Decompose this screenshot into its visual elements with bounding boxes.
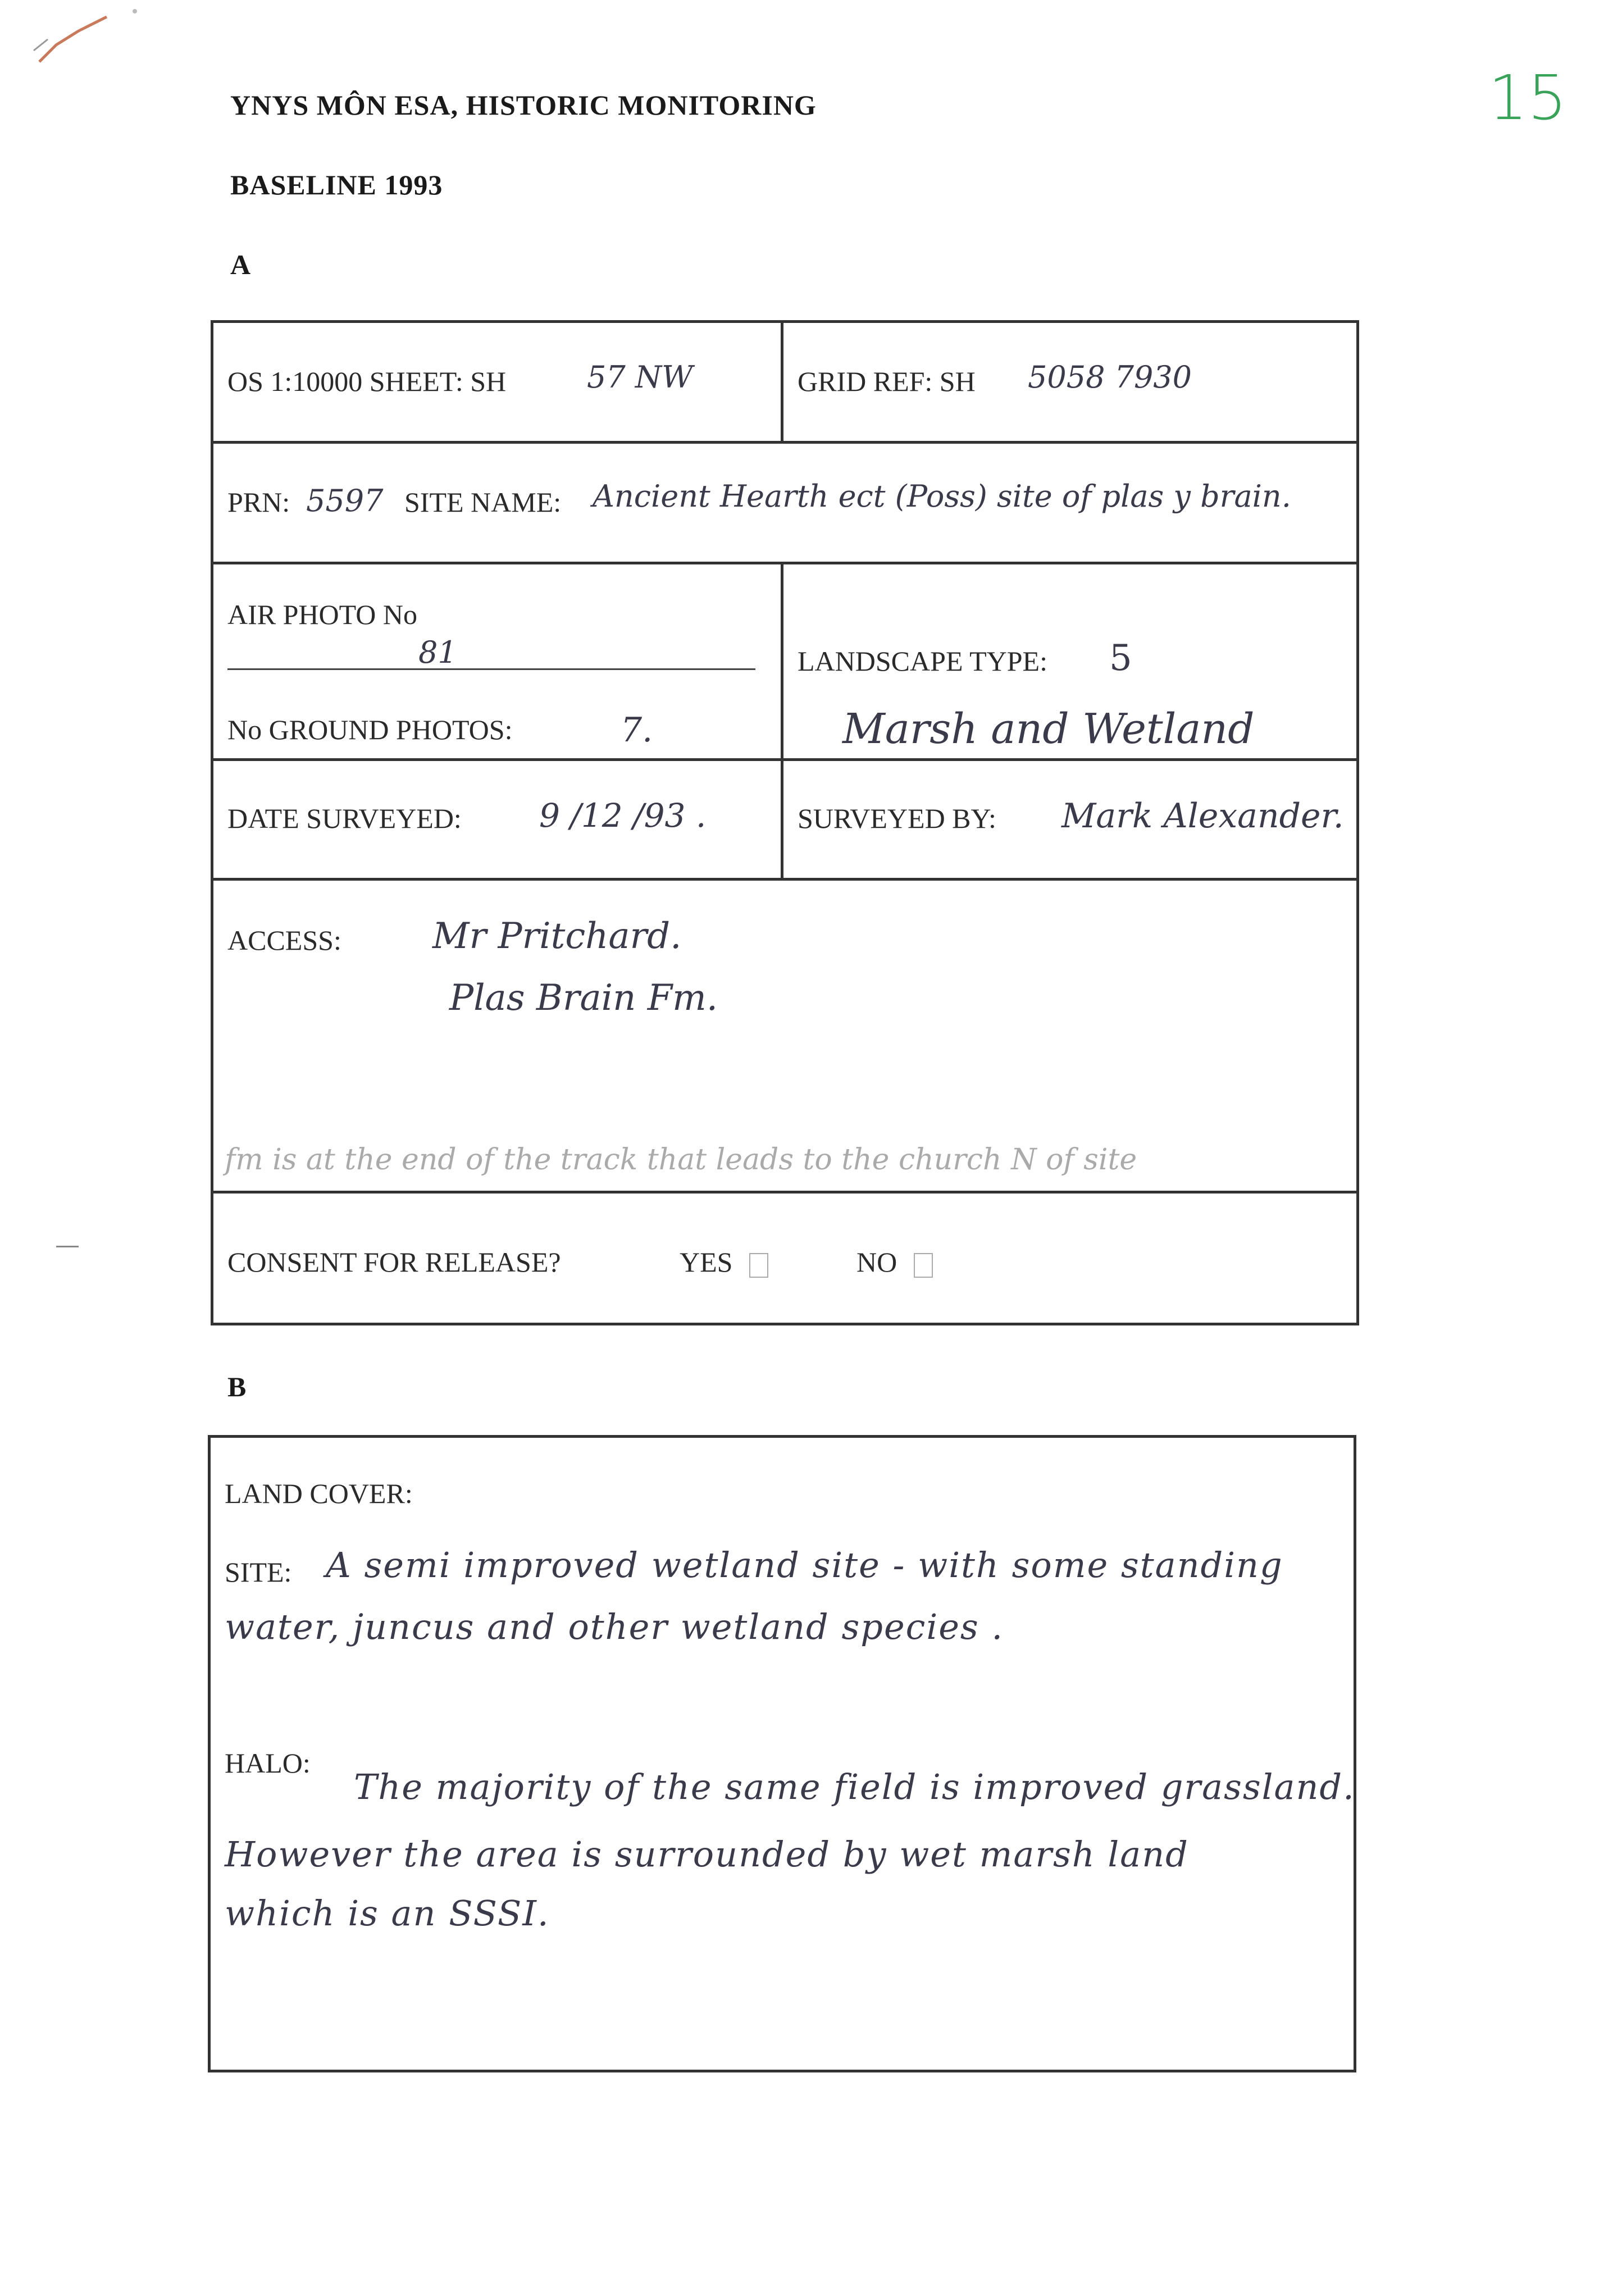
site-line1: A semi improved wetland site - with some standing — [326, 1545, 1283, 1586]
prn-label: PRN: — [227, 486, 290, 518]
row-divider — [211, 1191, 1359, 1193]
page-number: 15 — [1488, 62, 1567, 134]
baseline-title: BASELINE 1993 — [230, 169, 443, 201]
air-photo-label: AIR PHOTO No — [227, 599, 417, 630]
row-divider — [211, 878, 1359, 881]
grid-ref-value: 5058 7930 — [1028, 359, 1192, 395]
row-divider — [211, 562, 1359, 564]
consent-yes-label: YES — [680, 1246, 733, 1278]
access-note: fm is at the end of the track that leads to the church N of site — [225, 1143, 1137, 1177]
margin-dash — [56, 1246, 79, 1247]
site-name-value: Ancient Hearth ect (Poss) site of plas y brain. — [593, 479, 1291, 514]
consent-no-label: NO — [856, 1246, 897, 1278]
grid-ref-label: GRID REF: SH — [798, 366, 976, 397]
access-line2: Plas Brain Fm. — [449, 977, 718, 1019]
date-surveyed-label: DATE SURVEYED: — [227, 803, 462, 834]
os-sheet-label: OS 1:10000 SHEET: SH — [227, 366, 507, 397]
ground-photos-label: No GROUND PHOTOS: — [227, 714, 513, 745]
site-line2: water, juncus and other wetland species . — [225, 1606, 1004, 1647]
yes-checkbox[interactable] — [749, 1253, 768, 1278]
site-label: SITE: — [225, 1556, 292, 1588]
halo-line3: which is an SSSI. — [225, 1893, 550, 1934]
consent-no[interactable] — [856, 1246, 933, 1278]
ground-photos-value: 7. — [621, 710, 653, 750]
site-name-label: SITE NAME: — [404, 486, 562, 518]
landscape-type-label: LANDSCAPE TYPE: — [798, 645, 1047, 677]
os-sheet-value: 57 NW — [587, 359, 693, 395]
consent-yes[interactable] — [680, 1246, 768, 1278]
scan-mark — [22, 0, 146, 79]
surveyed-by-value: Mark Alexander. — [1061, 796, 1344, 836]
section-b-label: B — [227, 1371, 247, 1402]
prn-value: 5597 — [306, 483, 384, 518]
halo-label: HALO: — [225, 1747, 311, 1779]
access-label: ACCESS: — [227, 924, 341, 956]
air-photo-value: 81 — [418, 635, 457, 670]
land-cover-label: LAND COVER: — [225, 1478, 413, 1509]
section-a-label: A — [230, 249, 252, 280]
row-divider — [211, 441, 1359, 444]
date-surveyed-value: 9 /12 /93 . — [539, 796, 707, 835]
row-divider — [211, 758, 1359, 761]
surveyed-by-label: SURVEYED BY: — [798, 803, 996, 834]
col-divider — [781, 562, 783, 878]
landscape-type-desc: Marsh and Wetland — [842, 705, 1255, 753]
no-checkbox[interactable] — [914, 1253, 933, 1278]
halo-line2: However the area is surrounded by wet marsh land — [225, 1834, 1189, 1875]
access-line1: Mr Pritchard. — [432, 915, 682, 957]
air-photo-underline — [227, 668, 755, 670]
section-b-table — [208, 1435, 1356, 2072]
halo-line1: The majority of the same field is improved grassland. — [354, 1766, 1355, 1807]
page-title: YNYS MÔN ESA, HISTORIC MONITORING — [230, 89, 817, 121]
landscape-type-value: 5 — [1109, 637, 1132, 679]
col-divider — [781, 320, 783, 441]
consent-label: CONSENT FOR RELEASE? — [227, 1246, 561, 1278]
